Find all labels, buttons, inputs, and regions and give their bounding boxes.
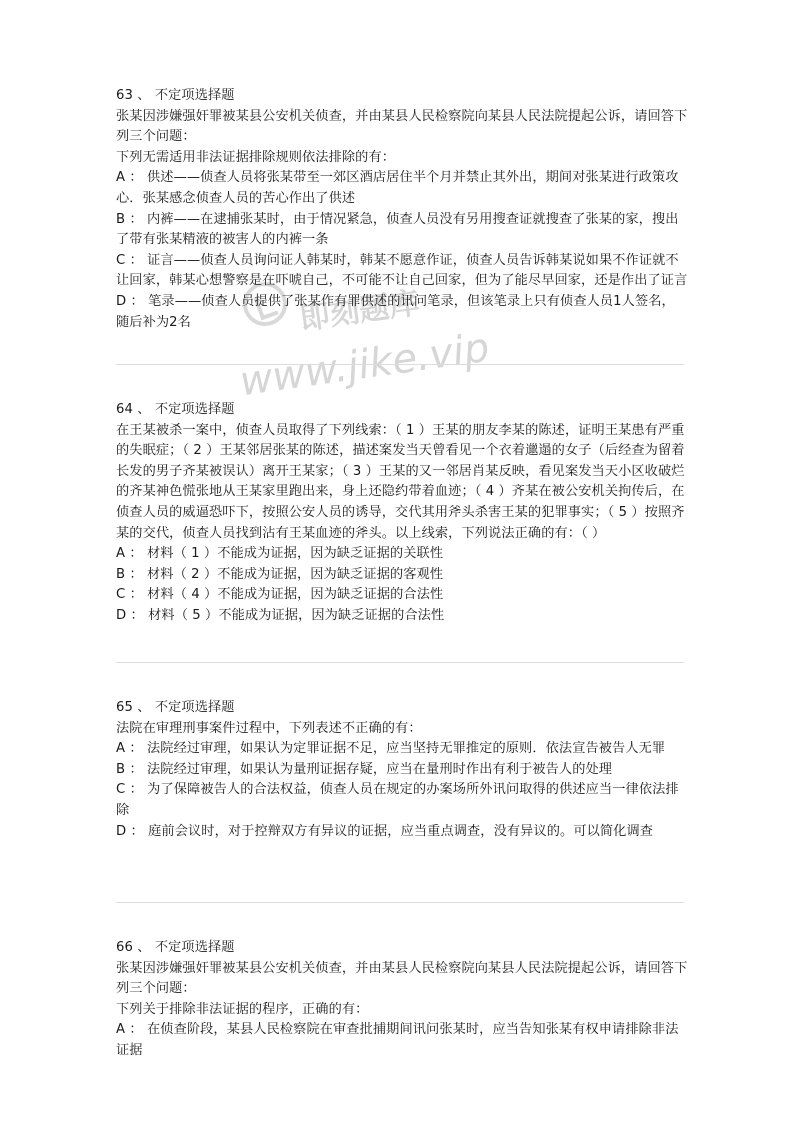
question-prompt: 下列关于排除非法证据的程序，正确的有：	[116, 1001, 369, 1017]
question-header: 65 、 不定项选择题	[116, 700, 235, 715]
watermark-name: 即刻题库	[297, 285, 422, 338]
question-stem: 在王某被杀一案中，侦查人员取得了下列线索：（ 1 ）王某的朋友李某的陈述，证明王某患有严重的失眠症；（ 2 ）王某邻居张某的陈述，描述案发当天曾看见一个衣着邋遢的女子（后经查为留着长发的男子齐某被误认）离开王某家；（ 3 ）王某的又一邻居肖某反映，看见案发当天小区收破烂的齐某神色慌张地从王某家里跑出来，身上还隐约带着血迹；（ 4 ）齐某在被公安机关拘传后，在侦查人员的威逼恐吓下，按照公安人员的诱导，交代其用斧头杀害王某的犯罪事实；（ 5 ）按照齐某的交代，侦查人员找到沾有王某血迹的斧头。以上线索，下列说法正确的有：（ ）	[116, 422, 685, 541]
option-b: B ： 材料（ 2 ）不能成为证据，因为缺乏证据的客观性	[116, 566, 444, 582]
question-65	[116, 698, 688, 842]
option-a: A ： 在侦查阶段，某县人民检察院在审查批捕期间讯问张某时，应当告知张某有权申请排除非法证据	[116, 1022, 679, 1058]
question-header: 63 、 不定项选择题	[116, 88, 235, 103]
option-c: C ： 材料（ 4 ）不能成为证据，因为缺乏证据的合法性	[116, 587, 444, 603]
option-d: D ： 笔录——侦查人员提供了张某作有罪供述的讯问笔录，但该笔录上只有侦查人员1人签名，随后补为2名	[116, 293, 675, 330]
option-d: D ： 材料（ 5 ）不能成为证据，因为缺乏证据的合法性	[116, 607, 445, 623]
question-stem: 张某因涉嫌强奸罪被某县公安机关侦查，并由某县人民检察院向某县人民法院提起公诉，请回答下列三个问题：	[116, 108, 688, 145]
divider	[116, 662, 684, 663]
question-header: 66 、 不定项选择题	[116, 940, 235, 955]
option-a: A ： 材料（ 1 ）不能成为证据，因为缺乏证据的关联性	[116, 546, 444, 562]
option-a: A ： 法院经过审理，如果认为定罪证据不足，应当坚持无罪推定的原则．依法宣告被告人无罪	[116, 741, 666, 757]
option-b: B ： 法院经过审理，如果认为量刑证据存疑，应当在量刑时作出有利于被告人的处理	[116, 761, 613, 777]
option-d: D ： 庭前会议时，对于控辩双方有异议的证据，应当重点调查，没有异议的。可以简化调查	[116, 823, 654, 839]
watermark-url: www.jike.vip	[237, 324, 493, 406]
divider	[116, 364, 684, 365]
question-64	[116, 400, 688, 627]
question-header: 64 、 不定项选择题	[116, 402, 235, 417]
option-b: B ： 内裤——在逮捕张某时，由于情况紧急，侦查人员没有另用搜查证就搜查了张某的家，搜出了带有张某精液的被害人的内裤一条	[116, 211, 679, 248]
option-c: C ： 为了保障被告人的合法权益，侦查人员在规定的办案场所外讯问取得的供述应当一律依法排除	[116, 782, 679, 818]
question-63	[116, 86, 688, 333]
option-a: A ： 供述——侦查人员将张某带至一郊区酒店居住半个月并禁止其外出，期间对张某进行政策攻心．张某感念侦查人员的苦心作出了供述	[116, 170, 679, 206]
question-prompt: 下列无需适用非法证据排除规则依法排除的有：	[116, 149, 396, 165]
option-c: C ： 证言——侦查人员询问证人韩某时，韩某不愿意作证，侦查人员告诉韩某说如果不作证就不让回家，韩某心想警察是在吓唬自己，不可能不让自己回家，但为了能尽早回家，还是作出了证言	[116, 252, 688, 289]
question-stem: 张某因涉嫌强奸罪被某县公安机关侦查，并由某县人民检察院向某县人民法院提起公诉，请回答下列三个问题：	[116, 960, 688, 997]
question-66	[116, 938, 688, 1062]
divider	[116, 902, 684, 903]
question-stem: 法院在审理刑事案件过程中，下列表述不正确的有：	[116, 720, 422, 736]
